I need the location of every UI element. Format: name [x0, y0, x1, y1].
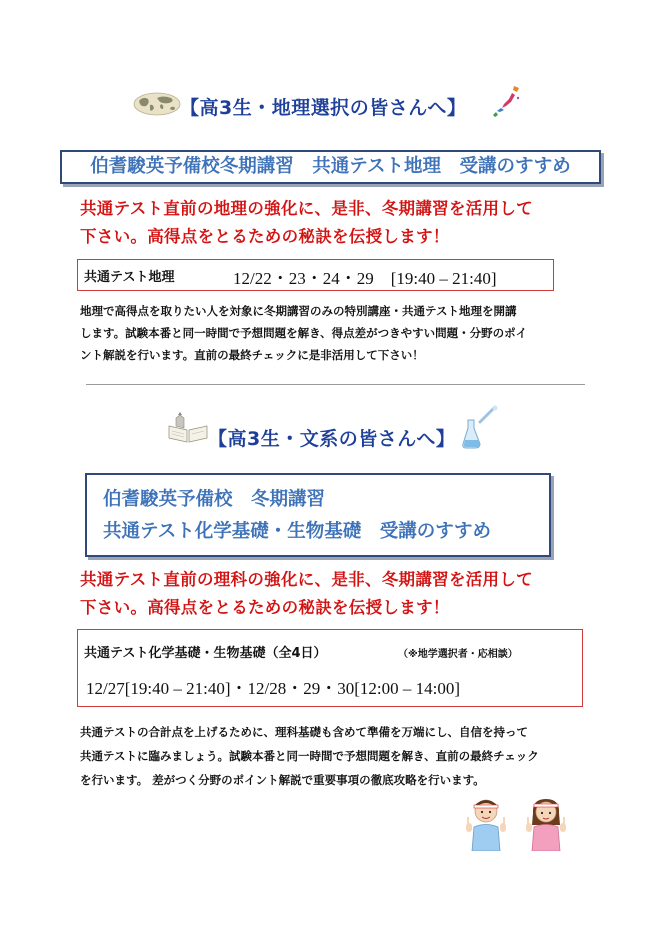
- section2-title-line1: 伯耆駿英予備校 冬期講習: [103, 489, 326, 510]
- section2-lead-line1: 共通テスト直前の理科の強化に、是非、冬期講習を活用して: [80, 570, 533, 589]
- section1-title: 伯耆駿英予備校冬期講習 共通テスト地理 受講のすすめ: [90, 156, 571, 177]
- section2-course-name: 共通テスト化学基礎・生物基礎（全4日）: [84, 646, 327, 661]
- section2-title-box: [85, 473, 551, 557]
- section1-lead: [80, 195, 533, 251]
- section2-header: 【高3生・文系の皆さんへ】: [208, 428, 456, 450]
- section1-description: [80, 300, 600, 366]
- section1-lead-line1: 共通テスト直前の地理の強化に、是非、冬期講習を活用して: [80, 199, 533, 218]
- section2-lead: [80, 566, 533, 622]
- section1-desc-line3: ント解説を行います。直前の最終チェックに是非活用して下さい！: [80, 348, 424, 362]
- japan-map-icon: [492, 84, 522, 118]
- section2-desc-line2: 共通テストに臨みましょう。試験本番と同一時間で予想問題を解き、直前の最終チェック: [80, 749, 539, 763]
- book-icon: [167, 412, 209, 444]
- section1-course-name: 共通テスト地理: [84, 270, 175, 285]
- flask-icon: [462, 404, 502, 450]
- section1-course-box: [77, 259, 554, 291]
- section1-lead-line2: 下さい。高得点をとるための秘訣を伝授します！: [80, 227, 450, 246]
- section1-title-box: [60, 150, 601, 184]
- section-divider: [86, 384, 585, 385]
- section2-desc-line1: 共通テストの合計点を上げるために、理科基礎も含めて準備を万端にし、自信を持って: [80, 725, 529, 739]
- section2-lead-line2: 下さい。高得点をとるための秘訣を伝授します！: [80, 598, 450, 617]
- section2-description: [80, 720, 620, 792]
- section2-desc-line3: を行います。 差がつく分野のポイント解説で重要事項の徹底攻略を行います。: [80, 773, 485, 787]
- section2-course-note: （※地学選択者・応相談）: [398, 649, 518, 660]
- section2-title-line2: 共通テスト化学基礎・生物基礎 受講のすすめ: [103, 521, 491, 542]
- section1-course-dates: 12/22・23・24・29 [19:40 – 21:40]: [233, 269, 497, 288]
- section1-desc-line1: 地理で高得点を取りたい人を対象に冬期講習のみの特別講座・共通テスト地理を開講: [80, 304, 517, 318]
- section2-course-box: [77, 629, 583, 707]
- section1-header: 【高3生・地理選択の皆さんへ】: [180, 97, 467, 119]
- boy-student-icon: [462, 795, 510, 851]
- world-map-icon: [133, 92, 181, 116]
- section2-course-schedule: 12/27[19:40 – 21:40]・12/28・29・30[12:00 – 14:00]: [86, 679, 460, 698]
- girl-student-icon: [522, 795, 570, 851]
- section1-desc-line2: します。試験本番と同一時間で予想問題を解き、得点差がつきやすい問題・分野のポイ: [80, 326, 528, 340]
